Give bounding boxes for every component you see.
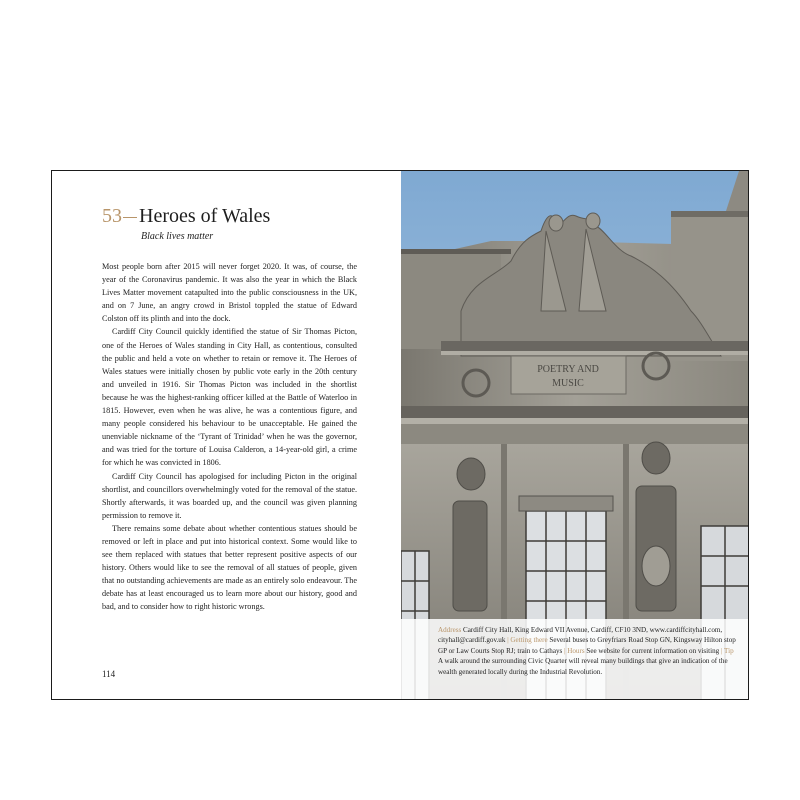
paragraph: There remains some debate about whether contentious statues should be removed or left in place and put into historical context. Some would like to see them replaced with statues that better represent positive aspects of our history. Others would like to see the removal of all statues of people, given that no outstanding achievements are made as an entirely solo endeavour. The debate has at least encouraged us to learn more about our history, good and bad, and to consider how to right historic wrongs.	[102, 523, 357, 612]
paragraph: Cardiff City Council has apologised for including Picton in the original shortlist, and councillors overwhelmingly voted for the removal of the statue. Shortly afterwards, it was boarded up, and the council was given planning permission to remove it.	[102, 471, 357, 520]
getting-there-text: Several buses to Greyfriars Road Stop GN, Kingsway Hilton stop GP or Law Courts Stop RJ; train to Cathays	[438, 636, 736, 655]
chapter-number: 53	[102, 205, 122, 227]
address-label: Address	[438, 626, 462, 634]
right-page	[401, 171, 749, 699]
chapter-heading	[102, 205, 382, 228]
chapter-title: Heroes of Wales	[139, 205, 271, 227]
paragraph: Most people born after 2015 will never forget 2020. It was, of course, the year of the Coronavirus pandemic. It was also the year in which the Black Lives Matter movement catapulted into the public consciousness in the UK, and on 7 June, an angry crowd in Bristol toppled the statue of Edward Colston off its plinth and into the dock.	[102, 262, 357, 324]
body-text	[102, 260, 357, 614]
separator: |	[564, 646, 566, 655]
getting-there-label: Getting there	[510, 636, 548, 645]
left-page	[52, 171, 401, 699]
separator: |	[507, 636, 509, 645]
chapter-subtitle: Black lives matter	[141, 231, 214, 242]
visitor-info-box	[401, 619, 749, 699]
paragraph: Cardiff City Council quickly identified the statue of Sir Thomas Picton, one of the Heroes of Wales standing in City Hall, as contentious, consulted the public and held a vote on whether to retain or remove it. The Heroes of Wales statues were initially chosen by public vote early in the 20th century and unveiled in 1916. Sir Thomas Picton was included in the shortlist because he was the highest-ranking officer killed at the Battle of Waterloo in 1815. However, even when he was alive, he was a contentious figure, and many people considered his behaviour to be unacceptable. He gained the unenviable nickname of the ‘Tyrant of Trinidad’ when he was the governor, and was tried for the torture of Louisa Calderon, a 14-year-old girl, a crime for which he was convicted in 1806.	[102, 327, 357, 468]
heading-rule	[123, 217, 137, 218]
page-number: 114	[102, 669, 116, 679]
inscription-line-2: MUSIC	[552, 378, 584, 389]
address-text: Cardiff City Hall, King Edward VII Avenue, Cardiff, CF10 3ND, www.cardiffcityhall.com, cityhall@cardiff.gov.uk	[438, 626, 723, 645]
hours-text: See website for current information on visiting	[586, 646, 720, 655]
inscription-line-1: POETRY AND	[537, 364, 599, 375]
tip-text: A walk around the surrounding Civic Quarter will reveal many buildings that give an indication of the wealth generated locally during the Industrial Revolution.	[438, 657, 728, 676]
separator: |	[720, 646, 723, 655]
book-spread	[51, 170, 749, 700]
hours-label: Hours	[567, 646, 585, 655]
tip-label: Tip	[724, 646, 734, 655]
